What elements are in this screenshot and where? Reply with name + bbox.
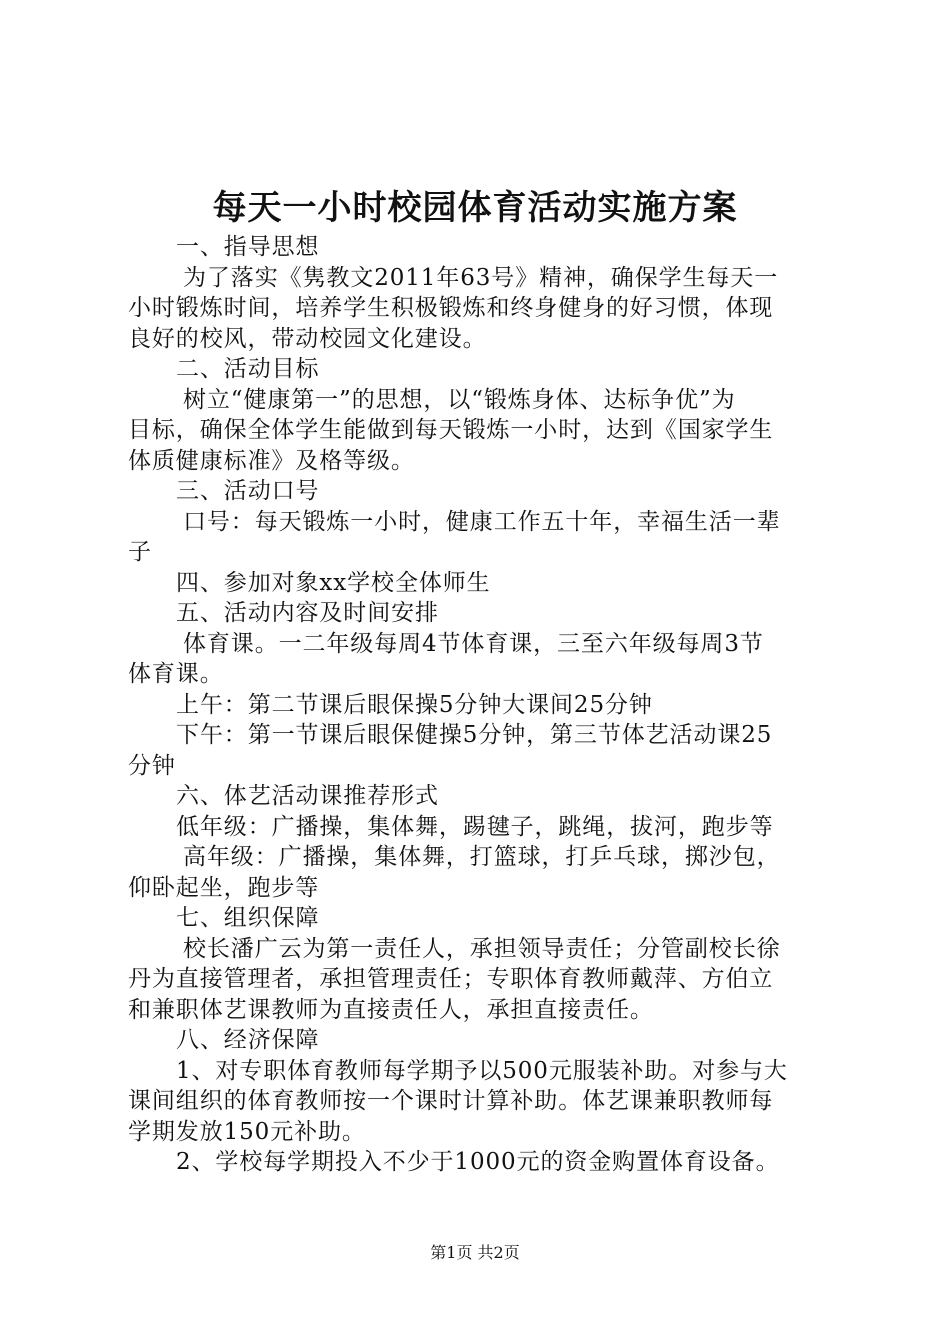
body-line: 高年级：广播操，集体舞，打篮球，打乒乓球，掷沙包， — [183, 844, 781, 870]
body-line: 低年级：广播操，集体舞，踢毽子，跳绳，拔河，跑步等 — [176, 813, 774, 840]
body-line: 下午：第一节课后眼保健操5分钟，第三节体艺活动课25 — [176, 722, 773, 748]
body-line: 1、对专职体育教师每学期予以500元服装补助。对参与大 — [176, 1057, 788, 1084]
body-line: 体育课。一二年级每周4节体育课，三至六年级每周3节 — [183, 630, 764, 657]
body-line: 为了落实《隽教文2011年63号》精神，确保学生每天一 — [183, 264, 779, 291]
body-line: 2、学校每学期投入不少于1000元的资金购置体育设备。 — [176, 1149, 780, 1175]
body-line: 仰卧起坐，跑步等 — [128, 874, 320, 901]
body-line: 分钟 — [128, 752, 176, 779]
body-line: 上午：第二节课后眼保操5分钟大课间25分钟 — [176, 691, 653, 718]
body-line: 目标，确保全体学生能做到每天锻炼一小时，达到《国家学生 — [128, 417, 774, 443]
body-line: 七、组织保障 — [176, 905, 320, 931]
document-title: 每天一小时校园体育活动实施方案 — [212, 188, 738, 228]
body-line: 五、活动内容及时间安排 — [176, 600, 439, 626]
body-line: 子 — [128, 539, 152, 565]
body-line: 体质健康标准》及格等级。 — [128, 447, 415, 474]
body-line: 课间组织的体育教师按一个课时计算补助。体艺课兼职教师每 — [128, 1088, 774, 1114]
body-line: 良好的校风，带动校园文化建设。 — [128, 325, 487, 352]
body-line: 树立“健康第一”的思想，以“锻炼身体、达标争优”为 — [183, 386, 736, 413]
body-line: 八、经济保障 — [176, 1027, 320, 1053]
body-line: 三、活动口号 — [176, 478, 320, 504]
document-body — [128, 232, 830, 1178]
body-line: 校长潘广云为第一责任人，承担领导责任；分管副校长徐 — [183, 935, 781, 962]
body-line: 体育课。 — [128, 661, 224, 687]
body-line: 一、指导思想 — [176, 234, 320, 260]
body-line: 和兼职体艺课教师为直接责任人，承担直接责任。 — [128, 996, 654, 1023]
body-line: 学期发放150元补助。 — [128, 1118, 366, 1145]
page-footer: 第1页 共2页 — [430, 1243, 520, 1262]
body-line: 六、体艺活动课推荐形式 — [176, 783, 439, 809]
body-line: 二、活动目标 — [176, 356, 320, 382]
body-line: 小时锻炼时间，培养学生积极锻炼和终身健身的好习惯，体现 — [128, 295, 774, 321]
body-line: 四、参加对象xx学校全体师生 — [176, 569, 491, 596]
body-line: 丹为直接管理者，承担管理责任；专职体育教师戴萍、方伯立 — [128, 966, 774, 992]
body-line: 口号：每天锻炼一小时，健康工作五十年，幸福生活一辈 — [183, 508, 781, 535]
